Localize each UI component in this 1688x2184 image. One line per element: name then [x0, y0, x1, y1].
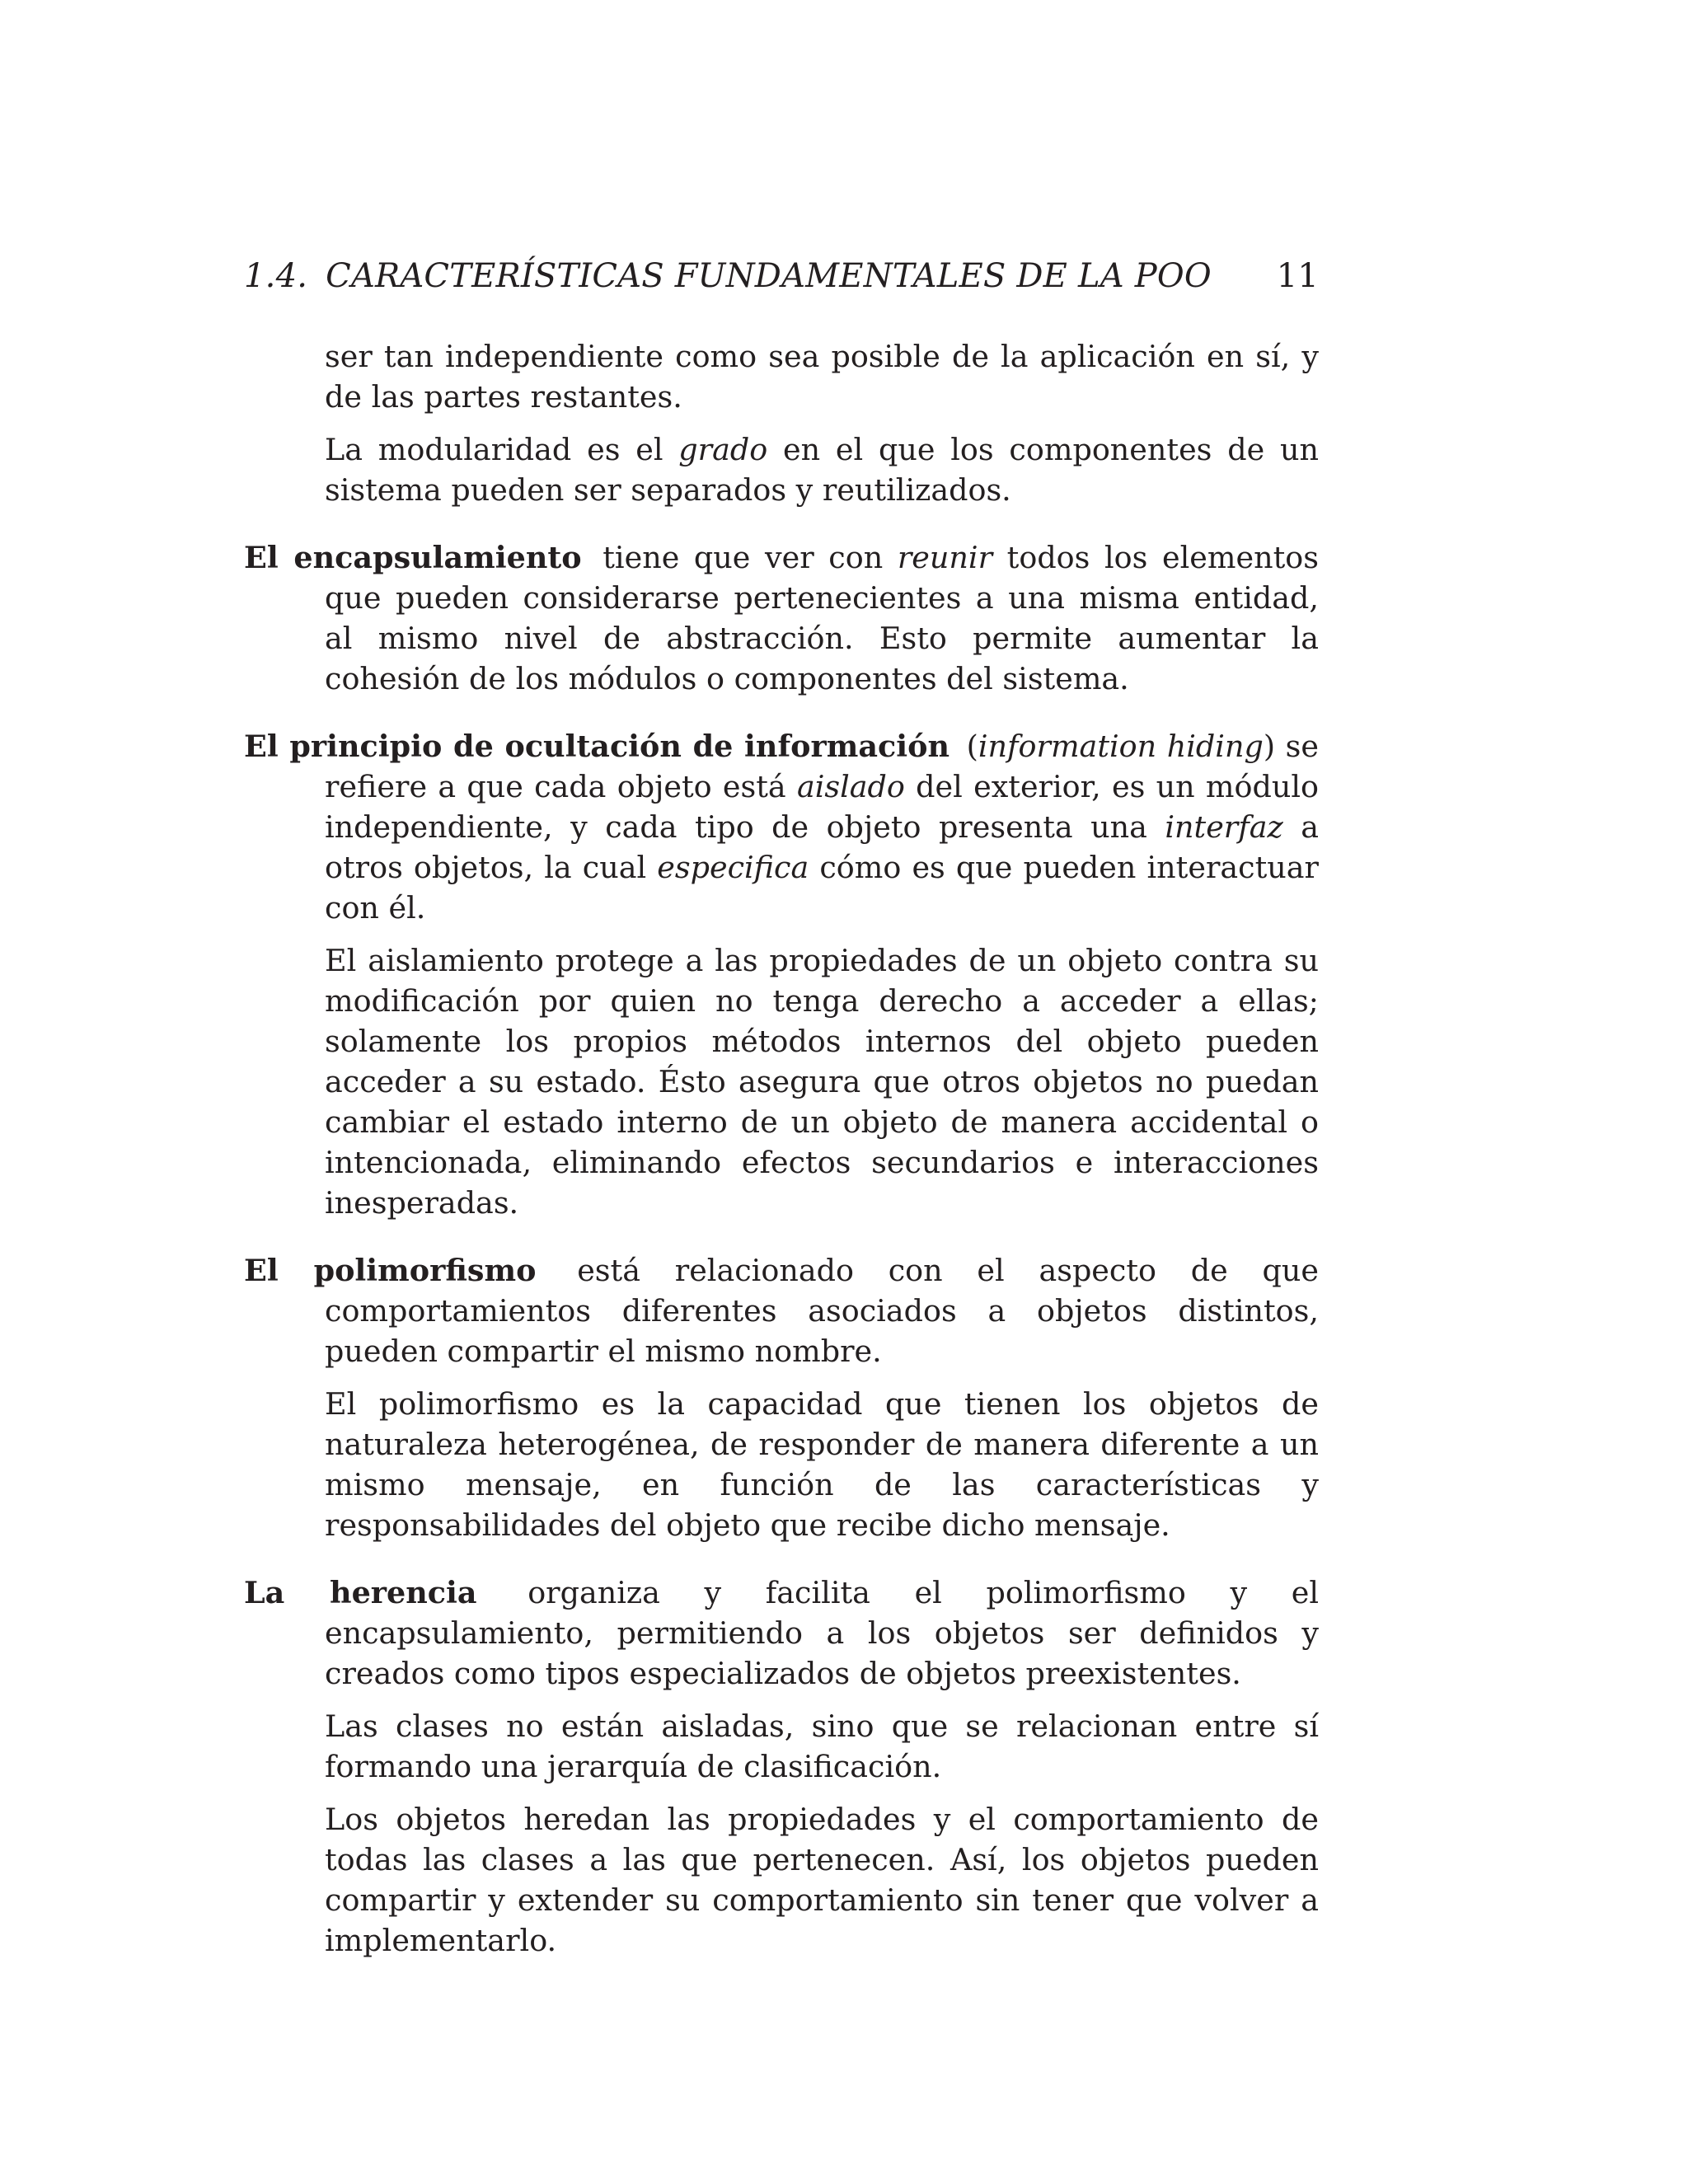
paragraph-text: El aislamiento protege a las propiedades de un objeto contra su modificación por quien no tenga derecho a acceder a ellas; solamente los propios métodos internos del objeto pueden acceder a su estado. Ésto asegura que otros objetos no puedan cambiar el estado interno de un objeto de manera accidental o intencionada, eliminando efectos secundarios e interacciones inesperadas. — [325, 943, 1319, 1221]
paragraph — [244, 1572, 1320, 1694]
paragraph — [244, 1250, 1319, 1371]
paragraph-text: ( — [966, 729, 978, 764]
paragraph-text: en el que los componentes de un sistema pueden ser separados y reutilizados. — [325, 432, 1319, 508]
paragraph-text: ser tan independiente como sea posible de la aplicación en sí, y de las partes restantes. — [325, 339, 1319, 415]
entry-ocultacion — [244, 726, 1319, 1223]
emphasis-text: interfaz — [1165, 809, 1283, 845]
paragraph-text: Los objetos heredan las propiedades y el comportamiento de todas las clases a las que pertenecen. Así, los objetos pueden compartir y extender su comportamiento sin tener que volver a implementarlo. — [325, 1802, 1319, 1958]
paragraph-text: a otros objetos, la cual — [325, 809, 1319, 885]
term-heading: La herencia — [244, 1575, 477, 1610]
paragraph-text: todos los elementos que pueden considerarse pertenecientes a una misma entidad, al mismo nivel de abstracción. Esto permite aumentar la cohesión de los módulos o componentes del sistema. — [325, 540, 1319, 696]
section-number: 1.4. — [244, 257, 308, 295]
emphasis-text: grado — [678, 432, 768, 467]
paragraph — [325, 1384, 1319, 1545]
paragraph-text: cómo es que pueden interactuar con él. — [325, 850, 1319, 926]
page-number: 11 — [1276, 257, 1319, 295]
section-heading — [244, 257, 1212, 295]
entry-encapsulamiento — [244, 537, 1319, 699]
paragraph — [244, 537, 1319, 699]
entry-modularidad-continuation — [244, 336, 1319, 510]
emphasis-text: reunir — [897, 540, 993, 575]
paragraph-text: organiza y facilita el polimorfismo y el encapsulamiento, permitiendo a los objetos ser definidos y creados como tipos especializados de objetos preexistentes. — [325, 1575, 1320, 1691]
entry-polimorfismo — [244, 1250, 1319, 1545]
paragraph-text: ) se refiere a que cada objeto está — [325, 729, 1319, 804]
emphasis-text: aislado — [796, 769, 905, 804]
paragraph-text: Las clases no están aisladas, sino que se relacionan entre sí formando una jerarquía de clasificación. — [325, 1708, 1319, 1784]
body-text — [244, 336, 1319, 1961]
term-heading: El principio de ocultación de información — [244, 729, 950, 764]
paragraph — [325, 1706, 1319, 1787]
paragraph — [244, 726, 1319, 928]
entry-herencia — [244, 1572, 1319, 1961]
paragraph-text: del exterior, es un módulo independiente, y cada tipo de objeto presenta una — [325, 769, 1319, 845]
paragraph — [325, 940, 1319, 1223]
paragraph — [325, 336, 1319, 417]
emphasis-text: especifica — [657, 850, 809, 885]
paragraph — [325, 1799, 1319, 1961]
paragraph-text: El polimorfismo es la capacidad que tienen los objetos de naturaleza heterogénea, de responder de manera diferente a un mismo mensaje, en función de las características y responsabilidades del objeto que recibe dicho mensaje. — [325, 1386, 1319, 1543]
running-header — [244, 247, 1319, 297]
term-heading: El polimorfismo — [244, 1253, 537, 1288]
paragraph — [325, 429, 1319, 510]
paragraph-text: tiene que ver con — [603, 540, 898, 575]
section-title: CARACTERÍSTICAS FUNDAMENTALES DE LA POO — [326, 257, 1212, 295]
paragraph-text: está relacionado con el aspecto de que comportamientos diferentes asociados a objetos distintos, pueden compartir el mismo nombre. — [325, 1253, 1319, 1369]
emphasis-text: information hiding — [978, 729, 1264, 764]
term-heading: El encapsulamiento — [244, 540, 582, 575]
paragraph-text: La modularidad es el — [325, 432, 679, 467]
document-page — [244, 247, 1319, 1988]
